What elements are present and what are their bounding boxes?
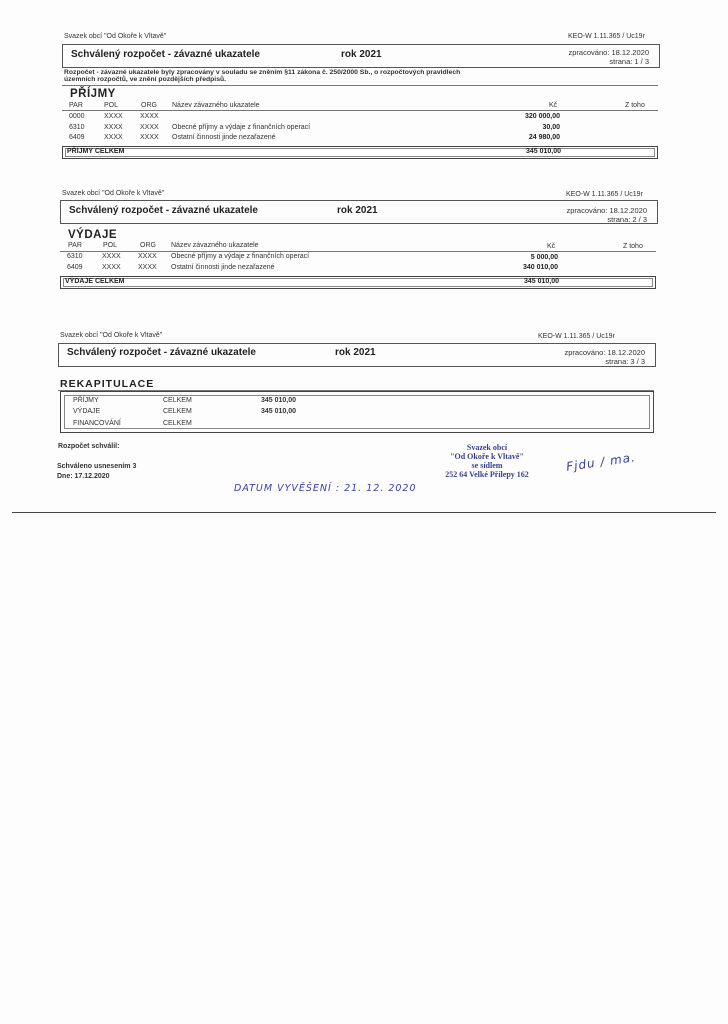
- col-org: ORG: [140, 242, 156, 249]
- col-pol: POL: [103, 242, 118, 249]
- col-kc: Kč: [547, 243, 556, 250]
- row-name: Obecné příjmy a výdaje z finančních operací: [171, 253, 310, 260]
- row-name: Obecné příjmy a výdaje z finančních operací: [172, 124, 311, 131]
- prijmy-total-box: [62, 146, 658, 159]
- title-box-2: [60, 200, 658, 224]
- col-ztoho: Z toho: [625, 102, 645, 109]
- col-name: Název závazného ukazatele: [172, 102, 260, 109]
- row-pol: XXXX: [104, 113, 123, 120]
- row-name: Ostatní činnosti jinde nezařazené: [172, 134, 276, 141]
- col-par: PAR: [68, 242, 82, 249]
- report-year-1: rok 2021: [341, 49, 382, 60]
- processed-date-3: zpracováno: 18.12.2020: [564, 348, 645, 357]
- stamp-line: "Od Okoře k Vltavě": [450, 452, 524, 461]
- col-org: ORG: [141, 102, 157, 109]
- col-ztoho: Z toho: [623, 243, 643, 250]
- title-box-3: [58, 343, 656, 367]
- row-org: XXXX: [140, 134, 159, 141]
- col-kc: Kč: [549, 102, 558, 109]
- report-title-3: Schválený rozpočet - závazné ukazatele: [67, 347, 256, 358]
- report-code-2: KEO-W 1.11.365 / Uc19r: [566, 191, 643, 198]
- handwritten-posting-date: DATUM VYVĚŠENÍ : 21. 12. 2020: [234, 483, 417, 494]
- approved-by-label: Rozpočet schválil:: [58, 443, 120, 450]
- processed-date-1: zpracováno: 18.12.2020: [568, 48, 649, 57]
- divider: [60, 251, 656, 252]
- title-box-1: [62, 44, 660, 68]
- row-kc: 320 000,00: [524, 113, 560, 120]
- report-title-1: Schválený rozpočet - závazné ukazatele: [71, 49, 260, 60]
- row-par: 6310: [67, 253, 83, 260]
- vydaje-total-value: 345 010,00: [523, 278, 559, 285]
- report-year-2: rok 2021: [337, 205, 378, 216]
- row-par: 6310: [69, 124, 85, 131]
- recap-label: PŘÍJMY: [73, 397, 99, 404]
- processed-date-2: zpracováno: 18.12.2020: [566, 206, 647, 215]
- recap-kind: CELKEM: [163, 408, 192, 415]
- section-title-rekapitulace: REKAPITULACE: [60, 378, 155, 390]
- stamp-line: se sídlem: [471, 461, 503, 470]
- recap-value: 345 010,00: [261, 397, 297, 404]
- vydaje-total-label: VÝDAJE CELKEM: [65, 278, 125, 285]
- row-pol: XXXX: [104, 134, 123, 141]
- page-number-2: strana: 2 / 3: [607, 215, 647, 224]
- recap-box: [60, 391, 654, 433]
- legal-note-line1: Rozpočet - závazné ukazatele byly zpracovány v souladu se zněním §11 zákona č. 250/2000 Sb., o rozpočtových pravidlech: [64, 69, 461, 76]
- row-pol: XXXX: [102, 253, 121, 260]
- page-number-1: strana: 1 / 3: [609, 57, 649, 66]
- section-title-prijmy: PŘÍJMY: [70, 88, 116, 100]
- report-meta-1: [569, 48, 649, 66]
- prijmy-total-label: PŘÍJMY CELKEM: [67, 148, 125, 155]
- col-pol: POL: [104, 102, 119, 109]
- row-pol: XXXX: [104, 124, 123, 131]
- recap-label: FINANCOVÁNÍ: [73, 420, 121, 427]
- page-bottom-rule: [12, 512, 716, 513]
- row-org: XXXX: [140, 124, 159, 131]
- recap-kind: CELKEM: [163, 397, 192, 404]
- row-org: XXXX: [138, 264, 157, 271]
- recap-label: VÝDAJE: [73, 408, 101, 415]
- recap-value: 345 010,00: [261, 408, 297, 415]
- org-name-2: Svazek obcí "Od Okoře k Vltavě": [62, 190, 165, 197]
- row-kc: 24 980,00: [528, 134, 560, 141]
- row-kc: 340 010,00: [522, 264, 558, 271]
- report-year-3: rok 2021: [335, 347, 376, 358]
- signature: Fjdu / ma.: [565, 450, 637, 474]
- report-code-3: KEO-W 1.11.365 / Uc19r: [538, 333, 615, 340]
- vydaje-total-box: [60, 276, 656, 289]
- official-stamp: [412, 443, 562, 479]
- col-par: PAR: [69, 102, 83, 109]
- report-meta-3: [565, 348, 645, 366]
- resolution-label: Schváleno usnesením 3: [57, 463, 137, 470]
- report-meta-2: [567, 206, 647, 224]
- section-title-vydaje: VÝDAJE: [68, 229, 118, 241]
- report-code-1: KEO-W 1.11.365 / Uc19r: [568, 33, 645, 40]
- col-name: Název závazného ukazatele: [171, 242, 259, 249]
- row-org: XXXX: [138, 253, 157, 260]
- row-par: 6409: [69, 134, 85, 141]
- approval-date: Dne: 17.12.2020: [57, 473, 110, 480]
- stamp-line: 252 64 Velké Přílepy 162: [445, 470, 529, 479]
- row-kc: 5 000,00: [530, 254, 558, 261]
- org-name-1: Svazek obcí "Od Okoře k Vltavě": [64, 33, 167, 40]
- divider: [62, 85, 658, 86]
- divider: [62, 110, 658, 111]
- report-title-2: Schválený rozpočet - závazné ukazatele: [69, 205, 258, 216]
- row-par: 0000: [69, 113, 85, 120]
- org-name-3: Svazek obcí "Od Okoře k Vltavě": [60, 332, 163, 339]
- row-par: 6409: [67, 264, 83, 271]
- stamp-line: Svazek obcí: [466, 443, 508, 452]
- row-pol: XXXX: [102, 264, 121, 271]
- legal-note-line2: územních rozpočtů, ve znění pozdějších předpisů.: [64, 76, 227, 83]
- row-org: XXXX: [140, 113, 159, 120]
- recap-kind: CELKEM: [163, 420, 192, 427]
- row-name: Ostatní činnosti jinde nezařazené: [171, 264, 275, 271]
- row-kc: 30,00: [542, 124, 560, 131]
- prijmy-total-value: 345 010,00: [525, 148, 561, 155]
- page-number-3: strana: 3 / 3: [605, 357, 645, 366]
